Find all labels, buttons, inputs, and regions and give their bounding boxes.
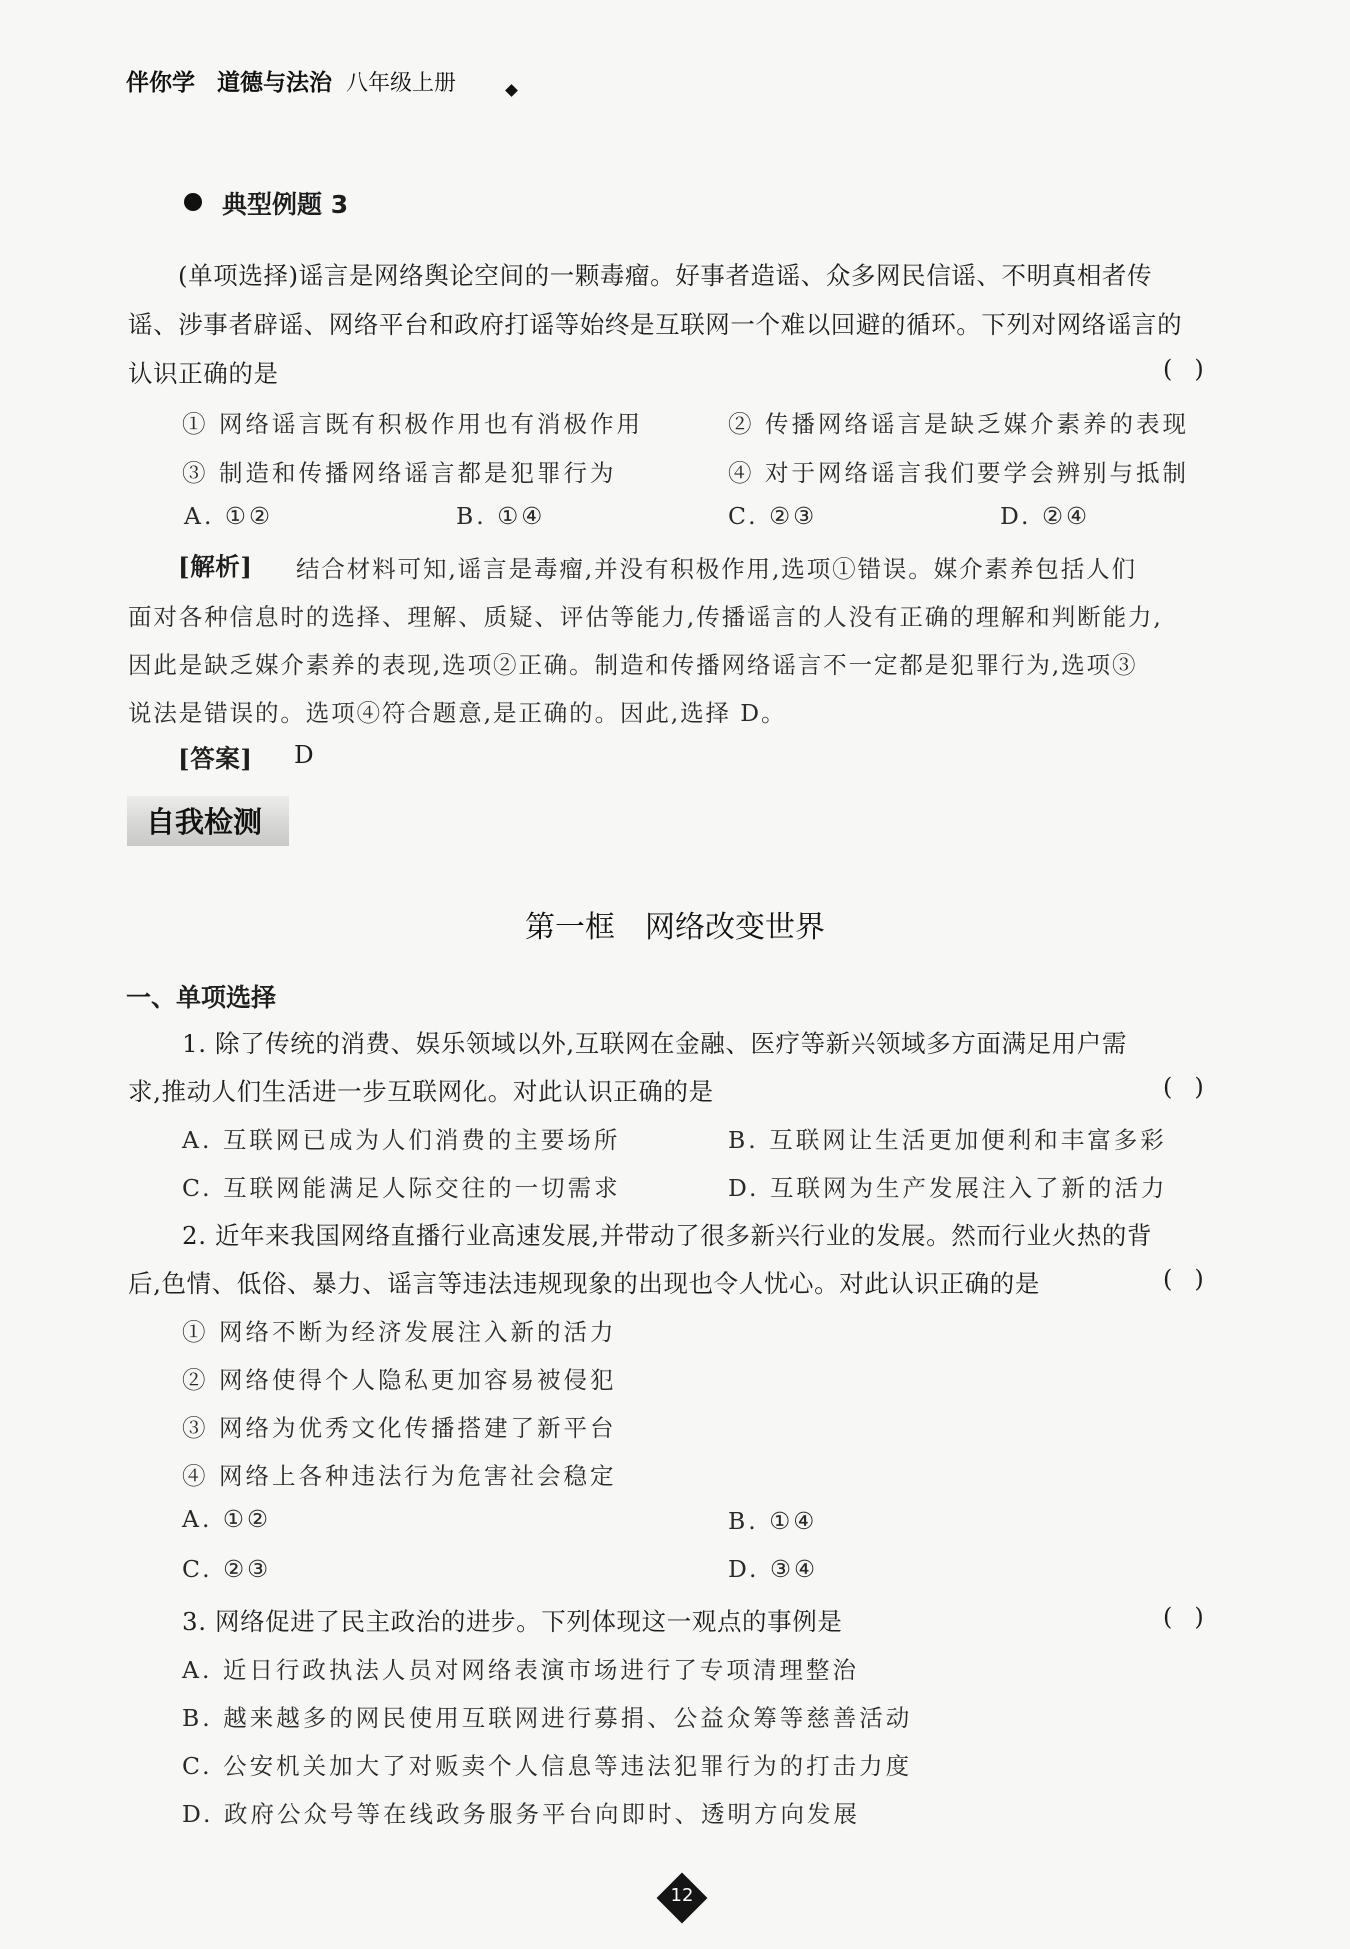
analysis-line: 说法是错误的。选项④符合题意,是正确的。因此,选择 D。 <box>128 699 787 727</box>
answer-blank: () <box>1163 355 1226 383</box>
option-item: D. 政府公众号等在线政务服务平台向即时、透明方向发展 <box>182 1800 860 1828</box>
bullet-icon <box>184 193 202 211</box>
statement-item: ① 网络谣言既有积极作用也有消极作用 <box>182 410 643 438</box>
analysis-label: [解析] <box>178 552 253 581</box>
question-stem-line: 2. 近年来我国网络直播行业高速发展,并带动了很多新兴行业的发展。然而行业火热的背 <box>182 1221 1153 1250</box>
chapter-title: 第一框 网络改变世界 <box>525 910 825 945</box>
part-title: 一、单项选择 <box>126 983 277 1012</box>
statement-item: ① 网络不断为经济发展注入新的活力 <box>182 1318 617 1346</box>
option-item: A. ①② <box>182 1505 272 1533</box>
option-item: A. 互联网已成为人们消费的主要场所 <box>182 1126 621 1154</box>
grade-name: 八年级上册 <box>346 71 457 96</box>
statement-item: ② 传播网络谣言是缺乏媒介素养的表现 <box>728 410 1189 438</box>
choice-item: B. ①④ <box>456 502 546 530</box>
question-stem-line: 3. 网络促进了民主政治的进步。下列体现这一观点的事例是 <box>182 1607 843 1636</box>
option-item: B. 互联网让生活更加便利和丰富多彩 <box>728 1126 1167 1154</box>
analysis-line: 结合材料可知,谣言是毒瘤,并没有积极作用,选项①错误。媒介素养包括人们 <box>296 555 1137 583</box>
answer-blank: () <box>1163 1073 1226 1101</box>
page-number-badge <box>657 1873 707 1923</box>
example-stem-line: 谣、涉事者辟谣、网络平台和政府打谣等始终是互联网一个难以回避的循环。下列对网络谣言的 <box>128 310 1183 339</box>
statement-item: ④ 网络上各种违法行为危害社会稳定 <box>182 1462 617 1490</box>
choice-item: D. ②④ <box>1000 502 1091 530</box>
option-item: D. 互联网为生产发展注入了新的活力 <box>728 1174 1168 1202</box>
question-stem-line: 1. 除了传统的消费、娱乐领域以外,互联网在金融、医疗等新兴领域多方面满足用户需 <box>182 1029 1127 1058</box>
option-item: C. 互联网能满足人际交往的一切需求 <box>182 1174 621 1202</box>
page-number: 12 <box>670 1885 694 1906</box>
option-item: D. ③④ <box>728 1555 819 1583</box>
subject-name: 道德与法治 <box>217 70 332 96</box>
answer-value: D <box>294 740 315 769</box>
option-item: C. ②③ <box>182 1555 272 1583</box>
choice-item: C. ②③ <box>728 502 818 530</box>
statement-item: ③ 网络为优秀文化传播搭建了新平台 <box>182 1414 617 1442</box>
question-stem-line: 后,色情、低俗、暴力、谣言等违法违规现象的出现也令人忧心。对此认识正确的是 <box>128 1269 1040 1298</box>
analysis-line: 因此是缺乏媒介素养的表现,选项②正确。制造和传播网络谣言不一定都是犯罪行为,选项③ <box>128 651 1138 679</box>
option-item: A. 近日行政执法人员对网络表演市场进行了专项清理整治 <box>182 1656 859 1684</box>
statement-item: ② 网络使得个人隐私更加容易被侵犯 <box>182 1366 617 1394</box>
example-stem-line: (单项选择)谣言是网络舆论空间的一颗毒瘤。好事者造谣、众多网民信谣、不明真相者传 <box>178 261 1153 290</box>
diamond-icon <box>505 84 518 97</box>
statement-item: ④ 对于网络谣言我们要学会辨别与抵制 <box>728 459 1189 487</box>
option-item: C. 公安机关加大了对贩卖个人信息等违法犯罪行为的打击力度 <box>182 1752 913 1780</box>
example-heading: 典型例题 3 <box>222 190 349 219</box>
answer-label: [答案] <box>178 744 253 773</box>
question-stem-line: 求,推动人们生活进一步互联网化。对此认识正确的是 <box>128 1077 714 1106</box>
running-head <box>126 64 456 97</box>
option-item: B. 越来越多的网民使用互联网进行募捐、公益众筹等慈善活动 <box>182 1704 913 1732</box>
series-name: 伴你学 <box>126 70 195 96</box>
answer-blank: () <box>1163 1603 1226 1631</box>
section-title: 自我检测 <box>146 805 263 839</box>
option-item: B. ①④ <box>728 1507 818 1535</box>
answer-blank: () <box>1163 1265 1226 1293</box>
analysis-line: 面对各种信息时的选择、理解、质疑、评估等能力,传播谣言的人没有正确的理解和判断能力, <box>128 603 1163 631</box>
example-stem-line: 认识正确的是 <box>128 359 279 388</box>
choice-item: A. ①② <box>184 502 274 530</box>
statement-item: ③ 制造和传播网络谣言都是犯罪行为 <box>182 459 617 487</box>
